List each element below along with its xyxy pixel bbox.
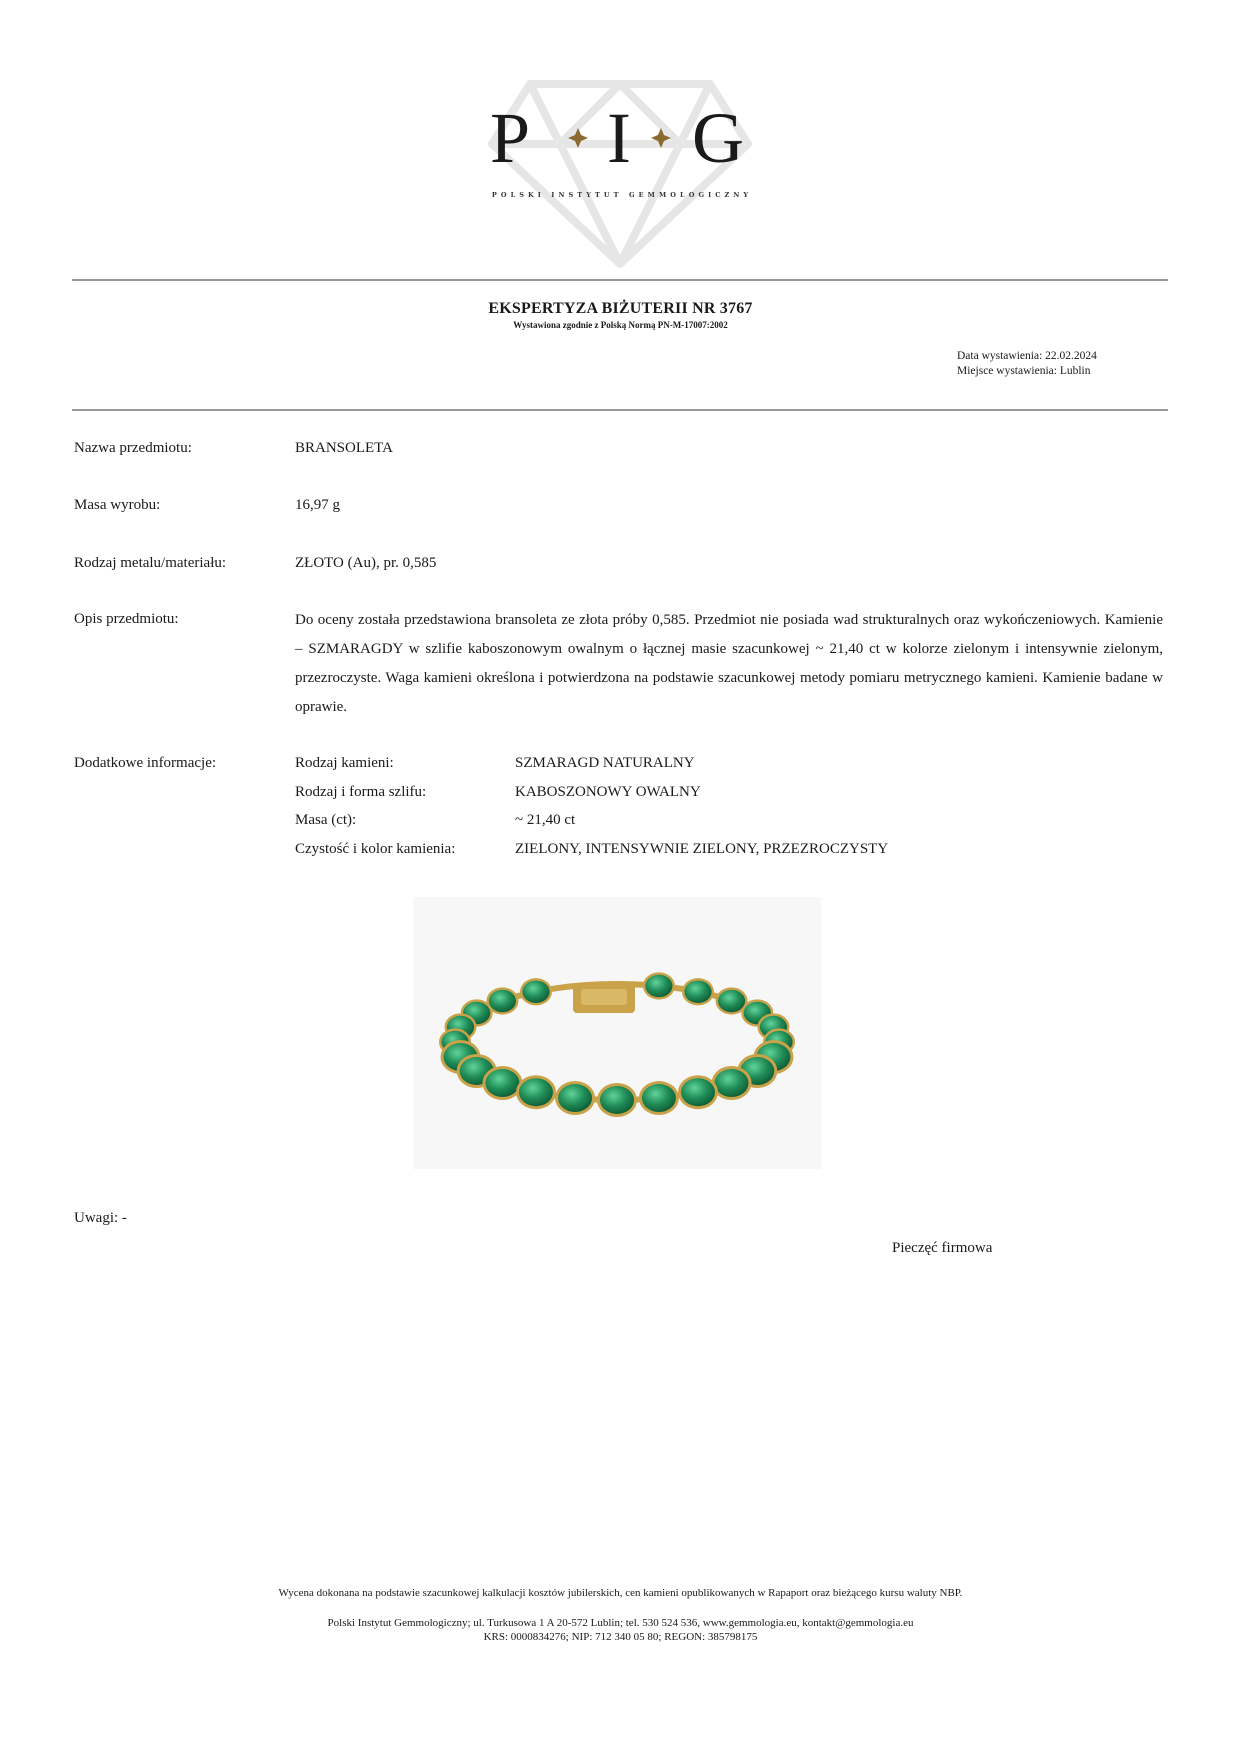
emerald-stone <box>522 981 549 1003</box>
emerald-stone <box>489 990 516 1012</box>
diamond-logo-icon <box>470 76 770 276</box>
footer-address: Polski Instytut Gemmologiczny; ul. Turkusowa 1 A 20-572 Lublin; tel. 530 524 536, www.gemmologia.eu, kontakt@gemmologia.eu <box>327 1617 914 1629</box>
emerald-stone <box>600 1086 634 1114</box>
issue-date: Data wystawienia: 22.02.2024 <box>957 350 1097 362</box>
field-label-name: Nazwa przedmiotu: <box>74 440 192 456</box>
field-label-description: Opis przedmiotu: <box>74 611 179 627</box>
emerald-stone <box>645 975 672 997</box>
field-label-extra: Dodatkowe informacje: <box>74 755 217 771</box>
extra-label: Czystość i kolor kamienia: <box>295 841 456 857</box>
field-value-mass: 16,97 g <box>295 497 340 513</box>
extra-label: Rodzaj kamieni: <box>295 755 394 771</box>
document-title: EKSPERTYZA BIŻUTERII NR 3767 <box>488 300 753 317</box>
divider <box>72 279 1168 281</box>
divider <box>72 409 1168 411</box>
field-label-mass: Masa wyrobu: <box>74 497 161 513</box>
remarks: Uwagi: - <box>74 1210 127 1226</box>
emerald-stone <box>718 990 745 1012</box>
logo-letter-g: G <box>692 98 744 178</box>
extra-value: ZIELONY, INTENSYWNIE ZIELONY, PRZEZROCZYSTY <box>515 841 889 857</box>
extra-value: KABOSZONOWY OWALNY <box>515 784 701 800</box>
emerald-stone <box>681 1078 715 1106</box>
pig-logo <box>470 76 770 276</box>
logo-letter-i: I <box>607 98 631 178</box>
footer-registry: KRS: 0000834276; NIP: 712 340 05 80; REGON: 385798175 <box>483 1631 758 1643</box>
emerald-bracelet-icon <box>413 897 821 1169</box>
logo-letter-p: P <box>490 98 531 178</box>
footer-note: Wycena dokonana na podstawie szacunkowej kalkulacji kosztów jubilerskich, cen kamieni opublikowanych w Rapaport oraz bieżącego kursu waluty NBP. <box>278 1587 963 1599</box>
emerald-stone <box>558 1084 592 1112</box>
field-label-metal: Rodzaj metalu/materiału: <box>74 555 227 571</box>
bracelet-photo <box>413 897 821 1169</box>
document-subtitle: Wystawiona zgodnie z Polską Normą PN-M-17007:2002 <box>513 320 728 330</box>
field-value-metal: ZŁOTO (Au), pr. 0,585 <box>295 555 437 571</box>
extra-value: ~ 21,40 ct <box>515 812 576 828</box>
logo-tagline: POLSKI INSTYTUT GEMMOLOGICZNY <box>491 191 753 199</box>
emerald-stone <box>642 1084 676 1112</box>
emerald-stone <box>485 1069 519 1097</box>
extra-label: Rodzaj i forma szlifu: <box>295 784 427 800</box>
company-stamp-label: Pieczęć firmowa <box>892 1240 993 1256</box>
issue-info <box>957 349 1097 379</box>
emerald-stone <box>684 981 711 1003</box>
emerald-stone <box>715 1069 749 1097</box>
extra-label: Masa (ct): <box>295 812 357 828</box>
field-value-name: BRANSOLETA <box>295 440 393 456</box>
issue-place: Miejsce wystawienia: Lublin <box>957 365 1091 377</box>
emerald-stone <box>519 1078 553 1106</box>
extra-value: SZMARAGD NATURALNY <box>515 755 695 771</box>
field-value-description: Do oceny została przedstawiona bransoleta ze złota próby 0,585. Przedmiot nie posiada wad strukturalnych oraz wykończeniowych. Kamienie – SZMARAGDY w szlifie kaboszonowym owalnym o łącznej masie szacunkowej ~ 21,40 ct w kolorze zielonym i intensywnie zielonym, przezroczyste. Waga kamieni określona i potwierdzona na podstawie szacunkowej metody pomiaru metrycznego kamieni. Kamienie badane w oprawie. <box>295 612 1163 715</box>
